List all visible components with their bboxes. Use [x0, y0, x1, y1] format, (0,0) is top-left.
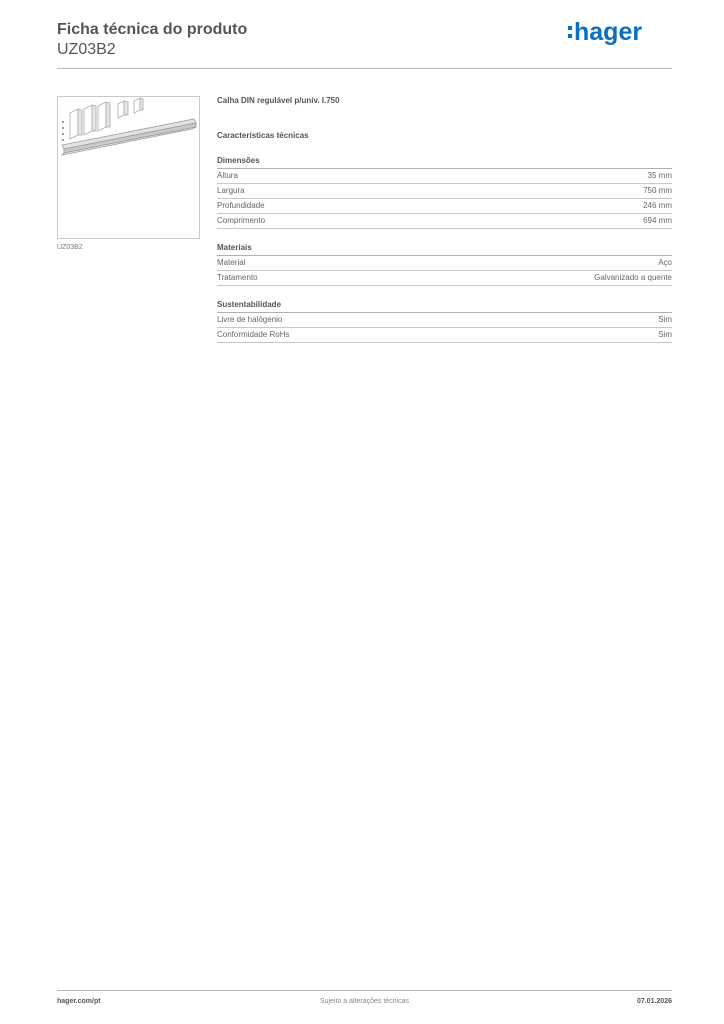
page-footer	[57, 998, 672, 1010]
footer-divider	[57, 990, 672, 991]
spec-label: Tratamento	[217, 273, 258, 282]
product-code: UZ03B2	[57, 41, 116, 58]
spec-row	[217, 199, 672, 214]
din-rail-illustration	[58, 97, 199, 238]
product-name: Calha DIN regulável p/univ. I.750	[217, 96, 340, 105]
header-divider	[57, 68, 672, 69]
spec-value: Aço	[658, 258, 672, 267]
spec-value: 35 mm	[647, 171, 672, 180]
spec-row	[217, 214, 672, 229]
group-title: Sustentabilidade	[217, 299, 672, 313]
document-header	[57, 20, 247, 60]
spec-label: Largura	[217, 186, 245, 195]
section-title: Características técnicas	[217, 131, 309, 140]
spec-value: 246 mm	[643, 201, 672, 210]
spec-label: Altura	[217, 171, 238, 180]
spec-row	[217, 271, 672, 286]
footer-notice: Sujeito a alterações técnicas	[319, 998, 410, 1005]
spec-label: Livre de halógenio	[217, 315, 283, 324]
spec-value: Sim	[658, 315, 672, 324]
spec-group-dimensions	[217, 155, 672, 229]
hager-logo	[567, 14, 667, 48]
spec-label: Profundidade	[217, 201, 265, 210]
specs-content	[217, 96, 672, 356]
spec-label: Material	[217, 258, 246, 267]
website-link[interactable]: hager.com/pt	[57, 998, 101, 1005]
spec-row	[217, 256, 672, 271]
product-image	[57, 96, 200, 239]
group-title: Materiais	[217, 242, 672, 256]
footer-date: 07.01.2026	[636, 998, 672, 1005]
spec-row	[217, 313, 672, 328]
spec-group-materials	[217, 242, 672, 286]
spec-row	[217, 328, 672, 343]
spec-group-sustainability	[217, 299, 672, 343]
spec-label: Conformidade RoHs	[217, 330, 290, 339]
group-title: Dimensões	[217, 155, 672, 169]
spec-value: Galvanizado a quente	[594, 273, 672, 282]
spec-value: Sim	[658, 330, 672, 339]
image-caption: UZ03B2	[57, 244, 83, 251]
spec-row	[217, 169, 672, 184]
spec-value: 750 mm	[643, 186, 672, 195]
spec-value: 694 mm	[643, 216, 672, 225]
logo-wordmark: hager	[574, 18, 643, 46]
spec-row	[217, 184, 672, 199]
page-title: Ficha técnica do produto	[57, 21, 248, 38]
spec-label: Comprimento	[217, 216, 266, 225]
